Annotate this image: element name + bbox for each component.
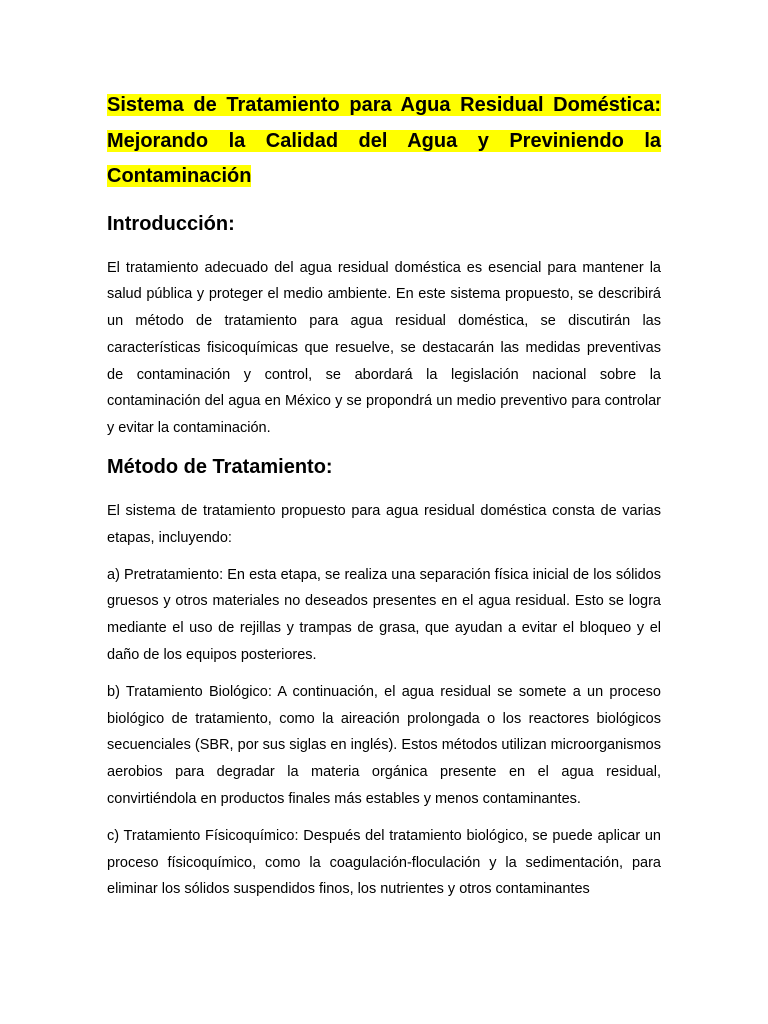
document-body — [107, 88, 661, 913]
paragraph-tratamiento-fisicoquimico: c) Tratamiento Físicoquímico: Después del tratamiento biológico, se puede aplicar un proceso físicoquímico, como la coagulación-floculación y la sedimentación, para eliminar los sólidos suspendidos finos, los nutrientes y otros contaminantes — [107, 827, 661, 898]
paragraph-tratamiento-biologico: b) Tratamiento Biológico: A continuación, el agua residual se somete a un proceso biológico de tratamiento, como la aireación prolongada o los reactores biológicos secuenciales (SBR, por sus siglas en inglés). Estos métodos utilizan microorganismos aerobios para degradar la materia orgánica presente en el agua residual, convirtiéndola en productos finales más estables y menos contaminantes. — [107, 683, 661, 808]
paragraph-metodo-intro: El sistema de tratamiento propuesto para agua residual doméstica consta de varias etapas, incluyendo: — [107, 503, 661, 546]
paragraph-pretratamiento: a) Pretratamiento: En esta etapa, se realiza una separación física inicial de los sólidos gruesos y otros materiales no deseados presentes en el agua residual. Esto se logra mediante el uso de rejillas y trampas de grasa, que ayudan a evitar el bloqueo y el daño de los equipos posteriores. — [107, 566, 661, 664]
section-heading-metodo: Método de Tratamiento: — [107, 456, 333, 479]
paragraph-introduccion: El tratamiento adecuado del agua residual doméstica es esencial para mantener la salud pública y proteger el medio ambiente. En este sistema propuesto, se describirá un método de tratamiento para agua residual doméstica, se discutirán las características fisicoquímicas que resuelve, se destacarán las medidas preventivas de contaminación y control, se abordará la legislación nacional sobre la contaminación del agua en México y se propondrá un medio preventivo para controlar y evitar la contaminación. — [107, 259, 661, 437]
section-heading-introduccion: Introducción: — [107, 212, 235, 235]
document-title-text: Sistema de Tratamiento para Agua Residual Doméstica: Mejorando la Calidad del Agua y Previniendo la Contaminación — [107, 94, 661, 187]
document-title — [107, 88, 661, 195]
